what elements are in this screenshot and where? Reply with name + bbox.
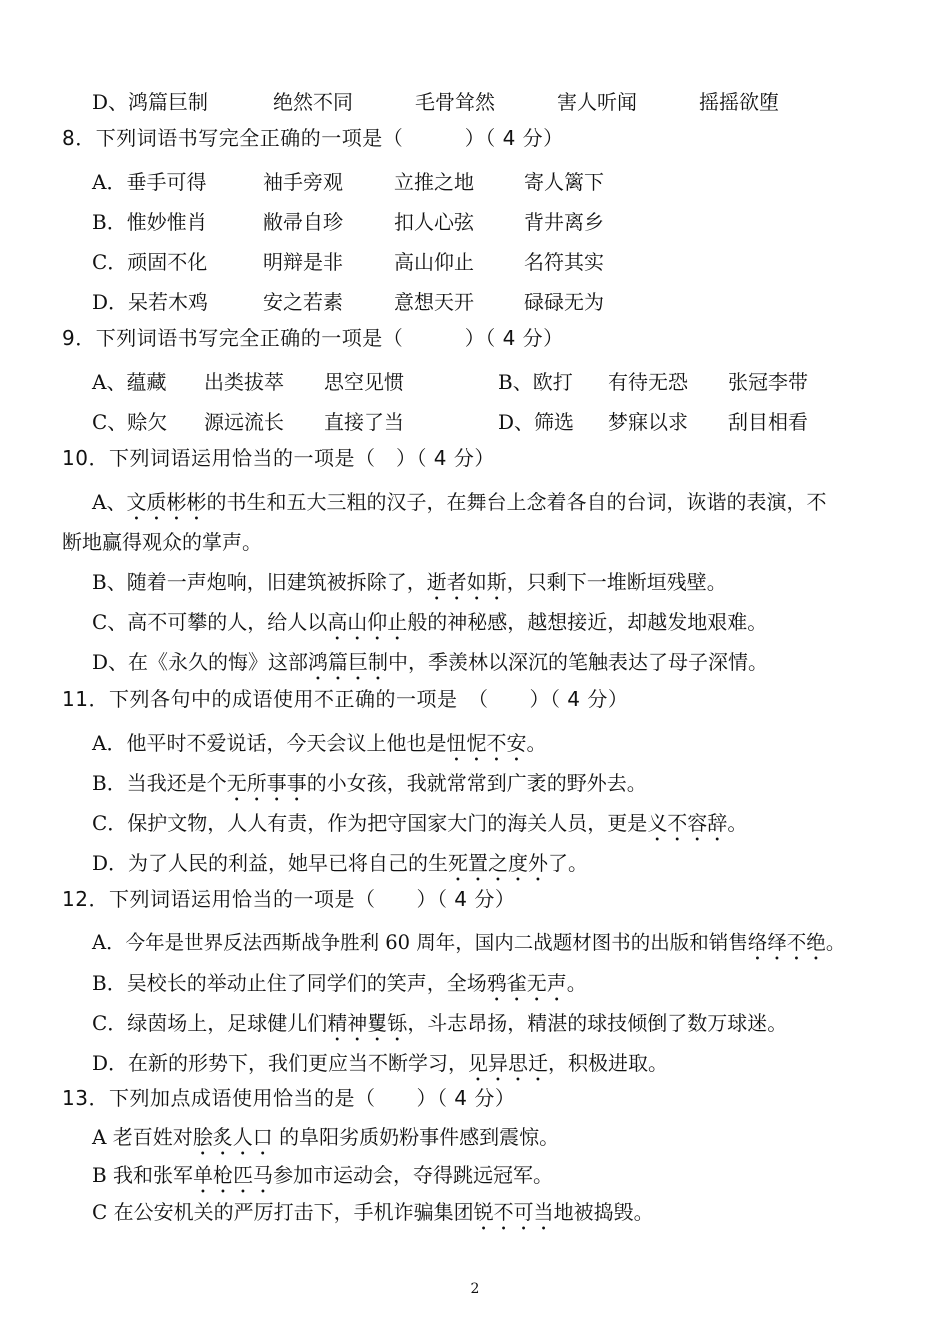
q13-emphasized-idiom-a: 脍炙人口 [192, 1125, 273, 1149]
q12-emphasized-idiom-c: 精神矍铄 [327, 1011, 408, 1035]
q8-option-b-word-3: 扣人心弦 [394, 210, 474, 234]
q11-emphasized-idiom-c: 义不容辞 [647, 811, 728, 835]
q11-option-a: A．他平时不爱说话，今天会议上他也是忸怩不安。 [92, 731, 547, 755]
q10-option-b: B、随着一声炮响，旧建筑被拆除了，逝者如斯，只剩下一堆断垣残壁。 [92, 570, 727, 594]
q11-emphasized-idiom-a: 忸怩不安 [446, 731, 527, 755]
q11-emphasized-idiom-b: 无所事事 [226, 771, 307, 795]
q8-option-c-word-2: 明辩是非 [263, 250, 343, 274]
q11-option-b: B．当我还是个无所事事的小女孩，我就常常到广袤的野外去。 [92, 771, 647, 795]
q8-option-a-word-4: 寄人篱下 [524, 170, 604, 194]
q7-option-d-word-3: 毛骨耸然 [415, 90, 495, 114]
q10-emphasized-idiom-d: 鸿篇巨制 [308, 650, 389, 674]
q9-option-d-label: D、筛选 [498, 410, 575, 434]
q10-emphasized-idiom-c: 高山仰止 [327, 610, 408, 634]
q11-option-d: D．为了人民的利益，她早已将自己的生死置之度外了。 [92, 851, 589, 875]
q7-option-d-label: D、鸿篇巨制 [92, 90, 209, 114]
q7-option-d-word-4: 害人听闻 [557, 90, 637, 114]
q10-option-a-continued: 断地赢得观众的掌声。 [62, 530, 262, 554]
q8-option-d-word-2: 安之若素 [263, 290, 343, 314]
q12-emphasized-idiom-a: 络绎不绝 [747, 931, 826, 954]
q8-stem: 8．下列词语书写完全正确的一项是（ ）（ 4 分） [62, 126, 564, 150]
q9-option-b-word-2: 有待无恐 [608, 370, 688, 394]
q8-option-d-word-3: 意想天开 [394, 290, 474, 314]
q8-option-a-label: A．垂手可得 [92, 170, 207, 194]
q11-option-c: C．保护文物，人人有责，作为把守国家大门的海关人员，更是义不容辞。 [92, 811, 748, 835]
q12-stem: 12．下列词语运用恰当的一项是（ ）（ 4 分） [62, 887, 516, 911]
q8-option-d-label: D．呆若木鸡 [92, 290, 209, 314]
q13-emphasized-idiom-c: 锐不可当 [473, 1200, 554, 1224]
q11-stem: 11．下列各句中的成语使用不正确的一项是 （ ）（ 4 分） [62, 687, 629, 711]
q12-option-b: B．吴校长的举动止住了同学们的笑声，全场鸦雀无声。 [92, 971, 587, 995]
q10-option-a: A、文质彬彬的书生和五大三粗的汉子，在舞台上念着各自的台词，诙谐的表演，不 [92, 490, 827, 514]
q7-option-d-word-2: 绝然不同 [273, 90, 353, 114]
q12-option-c: C．绿茵场上，足球健儿们精神矍铄，斗志昂扬，精湛的球技倾倒了数万球迷。 [92, 1011, 788, 1035]
q10-emphasized-idiom-a: 文质彬彬 [126, 490, 207, 514]
q8-option-b-label: B．惟妙惟肖 [92, 210, 207, 234]
q13-option-a: A 老百姓对脍炙人口 的阜阳劣质奶粉事件感到震惊。 [92, 1125, 560, 1149]
q10-option-c: C、高不可攀的人，给人以高山仰止般的神秘感，越想接近，却越发地艰难。 [92, 610, 768, 634]
q10-option-d: D、在《永久的悔》这部鸿篇巨制中，季羡林以深沉的笔触表达了母子深情。 [92, 650, 769, 674]
q12-option-d: D．在新的形势下，我们更应当不断学习，见异思迁，积极进取。 [92, 1051, 669, 1075]
q8-option-a-word-3: 立推之地 [394, 170, 474, 194]
q9-option-b-label: B、欧打 [498, 370, 573, 394]
q8-option-b-word-4: 背井离乡 [524, 210, 604, 234]
q12-emphasized-idiom-b: 鸦雀无声 [486, 971, 567, 995]
q9-stem: 9．下列词语书写完全正确的一项是（ ）（ 4 分） [62, 326, 564, 350]
q12-emphasized-idiom-d: 见异思迁 [468, 1051, 549, 1075]
q8-option-b-word-2: 敝帚自珍 [263, 210, 343, 234]
q9-option-a-word-3: 思空见惯 [324, 370, 404, 394]
q9-option-a-label: A、蕴藏 [92, 370, 167, 394]
q9-option-d-word-2: 梦寐以求 [608, 410, 688, 434]
q10-stem: 10．下列词语运用恰当的一项是（ ）（ 4 分） [62, 446, 495, 470]
q10-emphasized-idiom-b: 逝者如斯 [426, 570, 507, 594]
q9-option-a-word-2: 出类拔萃 [204, 370, 284, 394]
page-number: 2 [470, 1281, 480, 1297]
q13-option-b: B 我和张军单枪匹马参加市运动会，夺得跳远冠军。 [92, 1163, 554, 1187]
q8-option-c-word-4: 名符其实 [524, 250, 604, 274]
q8-option-c-word-3: 高山仰止 [394, 250, 474, 274]
q13-emphasized-idiom-b: 单枪匹马 [193, 1163, 274, 1187]
q12-option-a: A．今年是世界反法西斯战争胜利 60 周年，国内二战题材图书的出版和销售络绎不绝。 [92, 931, 846, 954]
q9-option-c-word-3: 直接了当 [324, 410, 404, 434]
q11-emphasized-idiom-d: 死置之度外 [448, 851, 549, 875]
q9-option-c-label: C、赊欠 [92, 410, 168, 434]
q9-option-c-word-2: 源远流长 [204, 410, 284, 434]
q8-option-c-label: C．顽固不化 [92, 250, 208, 274]
q9-option-d-word-3: 刮目相看 [728, 410, 808, 434]
q8-option-d-word-4: 碌碌无为 [524, 290, 604, 314]
q9-option-b-word-3: 张冠李带 [728, 370, 808, 394]
q7-option-d-word-5: 摇摇欲堕 [699, 90, 779, 114]
q13-stem: 13．下列加点成语使用恰当的是（ ）（ 4 分） [62, 1086, 516, 1110]
q8-option-a-word-2: 袖手旁观 [263, 170, 343, 194]
q13-option-c: C 在公安机关的严厉打击下，手机诈骗集团锐不可当地被捣毁。 [92, 1200, 654, 1224]
